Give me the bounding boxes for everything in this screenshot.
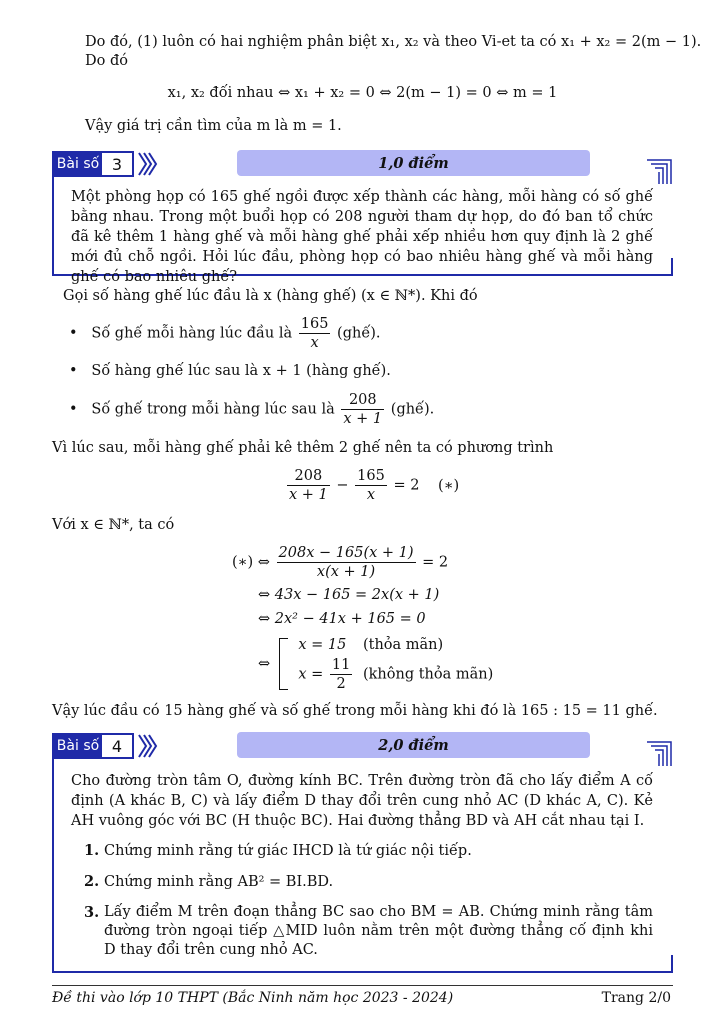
problem-3-badge-number: 3 — [102, 153, 132, 175]
fraction-denominator: x + 1 — [343, 411, 383, 427]
solution-answer: Vậy lúc đầu có 15 hàng ghế và số ghế trong mỗi hàng khi đó là 165 : 15 = 11 ghế. — [52, 703, 658, 719]
problem-3-frame-right — [671, 258, 673, 276]
problem-4-item-2: 2. Chứng minh rằng AB² = BI.BD. — [84, 873, 334, 890]
intro-line-1: Do đó, (1) luôn có hai nghiệm phân biệt x₁, x₂ và theo Vi-et ta có x₁ + x₂ = 2(m − 1). — [85, 34, 702, 50]
solution-because: Vì lúc sau, mỗi hàng ghế phải kê thêm 2 ghế nên ta có phương trình — [52, 440, 554, 456]
problem-4-item-1: 1. Chứng minh rằng tứ giác IHCD là tứ giác nội tiếp. — [84, 842, 472, 859]
corner-lines-icon — [645, 156, 675, 186]
bullet-1-unit: (ghế). — [337, 325, 381, 342]
fraction-denominator: x(x + 1) — [316, 564, 376, 580]
problem-4-item-3: 3. Lấy điểm M trên đoạn thẳng BC sao cho BM = AB. Chứng minh rằng tâm đường tròn ngoại tiếp △MID luôn nằm trên một đường thẳng cố định khi D thay đổi trên cung nhỏ AC. — [84, 904, 653, 958]
minus-sign: − — [336, 477, 349, 494]
fraction-denominator: 2 — [336, 676, 346, 692]
bullet-3-text: Số ghế trong mỗi hàng lúc sau là — [91, 401, 335, 418]
page-number: Trang 2/0 — [601, 990, 671, 1006]
derivation-step-2: ⇔ 43x − 165 = 2x(x + 1) — [258, 587, 440, 603]
fraction-denominator: x — [310, 335, 319, 351]
bullet-1-text: Số ghế mỗi hàng lúc đầu là — [91, 325, 293, 342]
bullet-dot: • — [69, 363, 87, 379]
equation-tag: (∗) — [438, 477, 460, 494]
chevrons-icon — [136, 151, 160, 177]
footer-divider — [52, 985, 673, 986]
bullet-2-text: Số hàng ghế lúc sau là x + 1 (hàng ghế). — [91, 363, 391, 379]
derivation-step-4 — [258, 634, 493, 693]
derivation-step-1 — [232, 544, 448, 581]
problem-3-badge-label: Bài số — [56, 156, 100, 172]
equation-star — [285, 467, 459, 504]
problem-3-frame-left — [52, 177, 54, 276]
fraction-165-x — [355, 467, 387, 504]
corner-lines-icon — [645, 738, 675, 768]
fraction-denominator: x + 1 — [289, 487, 328, 503]
fraction-numerator: 165 — [357, 468, 385, 484]
fraction-numerator: 11 — [331, 657, 351, 673]
bullet-1 — [69, 315, 381, 352]
problem-4-badge-label: Bài số — [56, 738, 100, 754]
step-1-rhs: = 2 — [422, 554, 449, 571]
problem-4-items — [84, 841, 653, 960]
problem-3-statement: Một phòng họp có 165 ghế ngồi được xếp thành các hàng, mỗi hàng có số ghế bằng nhau. Trong một buổi họp có 208 người tham dự họp, do đó ban tổ chức đã kê thêm 1 hàng ghế và mỗi hàng ghế phải xếp nhiều hơn quy định là 2 ghế mới đủ chỗ ngồi. Hỏi lúc đầu, phòng họp có bao nhiêu hàng ghế và mỗi hàng ghế có bao nhiêu ghế? — [71, 189, 653, 285]
problem-4-frame-bottom — [52, 971, 673, 973]
problem-3-badge — [52, 151, 134, 177]
step-1-lhs: (∗) ⇔ — [232, 554, 270, 571]
derivation-step-3: ⇔ 2x² − 41x + 165 = 0 — [258, 611, 426, 627]
case-2: x = $\frac{11}{2}$ (không thỏa mãn) — [298, 657, 494, 692]
bullet-3 — [69, 391, 434, 428]
bullet-3-unit: (ghế). — [390, 401, 435, 418]
problem-4-badge-number: 4 — [102, 735, 132, 757]
fraction-step-1 — [277, 544, 416, 581]
fraction-numerator: 208 — [341, 391, 384, 410]
problem-4-frame-right — [671, 955, 673, 973]
fraction-208-x1 — [341, 391, 384, 428]
case-1: x = 15 (thỏa mãn) — [298, 637, 444, 653]
footer-title: Đề thi vào lớp 10 THPT (Bắc Ninh năm học 2023 - 2024) — [52, 990, 454, 1006]
fraction-numerator: 165 — [300, 316, 329, 332]
equation-rhs: = 2 — [393, 477, 420, 494]
solution-with: Với x ∈ ℕ*, ta có — [52, 517, 175, 533]
intro-equation: x₁, x₂ đối nhau ⇔ x₁ + x₂ = 0 ⇔ 2(m − 1) = 0 ⇔ m = 1 — [167, 85, 558, 101]
fraction-denominator: x — [366, 487, 376, 503]
intro-conclusion: Vậy giá trị cần tìm của m là m = 1. — [85, 118, 342, 134]
bullet-2 — [69, 363, 391, 379]
cases — [298, 634, 493, 693]
problem-3-points: 1,0 điểm — [237, 150, 590, 176]
solution-let: Gọi số hàng ghế lúc đầu là x (hàng ghế) (x ∈ ℕ*). Khi đó — [63, 288, 478, 304]
fraction-numerator: 208 — [287, 467, 330, 486]
chevrons-icon — [136, 733, 160, 759]
case-bracket — [279, 638, 288, 690]
problem-4-frame-left — [52, 759, 54, 973]
fraction-11-2 — [330, 656, 352, 693]
step-4-lhs: ⇔ — [258, 655, 271, 672]
problem-4-badge — [52, 733, 134, 759]
fraction-208-x1 — [287, 467, 330, 504]
fraction-numerator: 208x − 165(x + 1) — [278, 545, 414, 561]
fraction-165-x — [299, 315, 331, 352]
problem-4-points: 2,0 điểm — [237, 732, 590, 758]
problem-4-statement: Cho đường tròn tâm O, đường kính BC. Trên đường tròn đã cho lấy điểm A cố định (A khác B, C) và lấy điểm D thay đổi trên cung nhỏ AC (D khác A, C). Kẻ AH vuông góc với BC (H thuộc BC). Hai đường thẳng BD và AH cắt nhau tại I. — [71, 773, 653, 829]
intro-line-2: Do đó — [85, 53, 128, 69]
bullet-dot: • — [69, 325, 87, 342]
bullet-dot: • — [69, 401, 87, 418]
